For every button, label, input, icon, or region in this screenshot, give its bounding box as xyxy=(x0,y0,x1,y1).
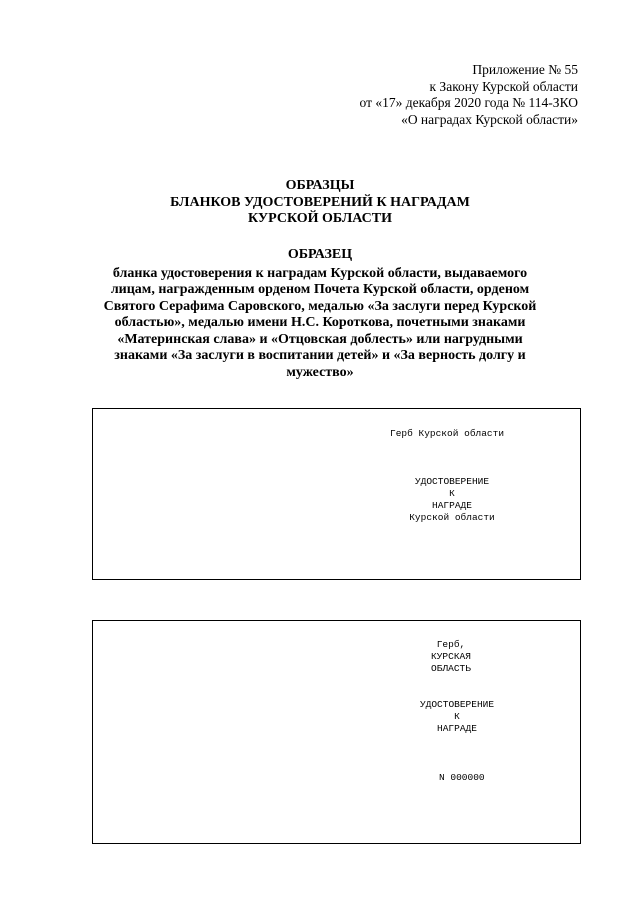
document-heading xyxy=(70,178,570,228)
heading-line: КУРСКОЙ ОБЛАСТИ xyxy=(247,211,393,226)
sample-line: знаками «За заслуги в воспитании детей» и «За верность долгу и xyxy=(114,348,526,363)
sample-title: ОБРАЗЕЦ xyxy=(287,247,353,262)
inner-title-block xyxy=(414,699,500,735)
inner-title-line: НАГРАДЕ xyxy=(437,723,477,734)
sample-line: лицам, награжденным орденом Почета Курской области, орденом xyxy=(110,282,530,297)
annex-header xyxy=(360,62,579,128)
annex-number: Приложение № 55 xyxy=(472,62,578,77)
sample-line: бланка удостоверения к наградам Курской области, выдаваемого xyxy=(112,265,528,281)
emblem-block xyxy=(427,639,475,675)
cover-title-block xyxy=(407,476,497,524)
certificate-number: N 000000 xyxy=(439,772,485,783)
sample-line: областью», медалью имени Н.С. Короткова, почетными знаками xyxy=(114,315,526,330)
emblem-caption: Герб, xyxy=(436,639,466,650)
inner-title-line: К xyxy=(454,711,460,722)
inner-title-line: УДОСТОВЕРЕНИЕ xyxy=(419,699,495,710)
certificate-inner-sample xyxy=(92,620,581,844)
cover-title-line: Курской области xyxy=(409,512,495,523)
cover-title-line: УДОСТОВЕРЕНИЕ xyxy=(414,476,490,487)
emblem-caption: Герб Курской области xyxy=(390,428,505,439)
heading-line: ОБРАЗЦЫ xyxy=(285,178,355,193)
certificate-cover-sample xyxy=(92,408,581,580)
sample-line: «Материнская слава» и «Отцовская доблесть» или нагрудными xyxy=(117,331,523,347)
sample-line: Святого Серафима Саровского, медалью «За заслуги перед Курской xyxy=(103,298,537,314)
cover-title-line: К xyxy=(449,488,455,499)
annex-law-title: «О наградах Курской области» xyxy=(401,111,578,127)
annex-law-date: от «17» декабря 2020 года № 114-ЗКО xyxy=(359,95,578,110)
region-name-line: КУРСКАЯ xyxy=(431,651,471,662)
cover-title-line: НАГРАДЕ xyxy=(432,500,472,511)
sample-line: мужество» xyxy=(286,364,354,380)
annex-law-ref: к Закону Курской области xyxy=(429,78,578,94)
region-name-line: ОБЛАСТЬ xyxy=(431,663,471,674)
sample-description xyxy=(70,247,570,381)
heading-line: БЛАНКОВ УДОСТОВЕРЕНИЙ К НАГРАДАМ xyxy=(170,194,470,210)
